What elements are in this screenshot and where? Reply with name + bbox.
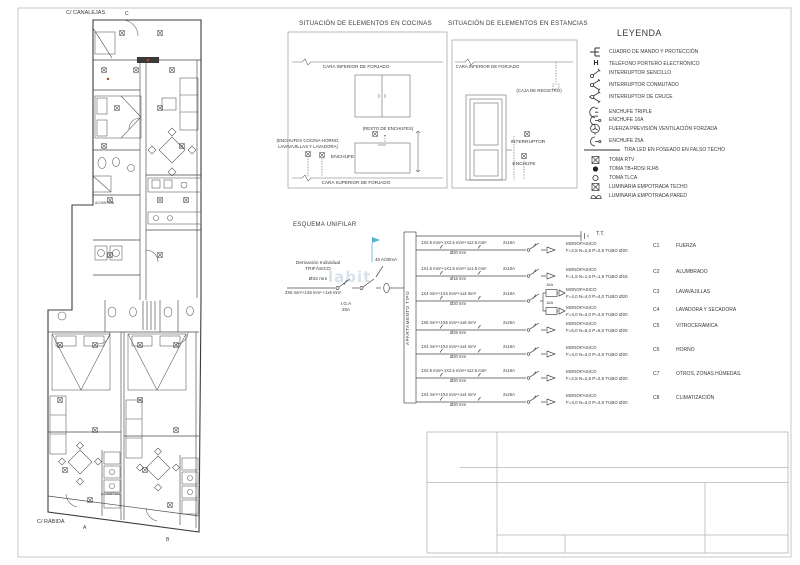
legend-item-toma-tb: TOMA TB+RDSI RJ45 [585,163,659,174]
circuit-name: LAVAVAJILLAS [676,289,711,295]
legend-item-enchufe-25a: ENCHUFE 25A [585,135,643,146]
circuit-code: C5 [653,323,660,329]
fuse-label-1: 16A [546,282,554,287]
circuit-phase: MONOFASICO [566,393,597,398]
row-tube: Ø20 mm [449,250,467,255]
estancias-panel-title: SITUACIÓN DE ELEMENTOS EN ESTANCIAS [448,20,588,27]
circuit-name: OTROS, ZONAS HÚMEDAS. [676,371,742,377]
circuit-code: C6 [653,347,660,353]
legend-title: LEYENDA [617,28,662,38]
kitchen-enchufe: ENCHUFE [331,155,355,160]
circuit-phase: MONOFASICO [566,305,597,310]
differential-rating: 40 A/30mA [375,257,398,262]
legend-item-tira-led: TIRA LED EN FOSEADO EN FALSO TECHO [582,144,725,155]
circuit-code: C8 [653,395,660,401]
estancias-interruptor: INTERRUPTOR [510,140,546,145]
estancias-enchufe: ENCHUFE [512,162,536,167]
row-wire: 1X4 mm²+1X4 mm²+1x4 mm² [421,291,477,296]
floor-plan-partitions [48,28,201,528]
derivacion-line-2: TRIFÁSICO [305,267,331,272]
street-label-bottom: C/ RÁBIDA [37,519,65,525]
row-breaker: 2x16A [503,240,515,245]
circuit-name: FUERZA [676,243,696,249]
feeder-wires: 3X6 mm²+1X6 mm² +1x6 mm² [285,290,342,295]
circuit-phase: MONOFASICO [566,369,597,374]
estancias-cara-inferior: CARA INFERIOR DE FORJADO [455,64,520,69]
section-mark-b: B [166,537,170,543]
switch-cross-icon [585,90,607,104]
intercom-icon: H [593,60,599,67]
circuit-spec: F=4,0 N=4,0 P=4,0 TUBO Ø20 [566,352,628,357]
legend-item-int-sencillo: INTERRUPTOR SENCILLO [585,67,671,78]
wall-light-icon [585,189,607,203]
circuit-name: VITROCERÁMICA [676,323,718,329]
row-tube: Ø20 mm [449,354,467,359]
row-wire: 1X4 mm²+1X4 mm²+1x4 mm² [421,344,477,349]
iga-rating: 25A [341,307,350,312]
legend-item-lum-techo: LUMINARIA EMPOTRADA TECHO [585,181,688,192]
row-breaker: 2x25A [503,320,515,325]
row-wire: 1X1.5 mm²+1X1.5 mm²+1x1.5 mm² [421,266,487,271]
circuit-code: C1 [653,243,660,249]
legend-item-toma-rtv: TOMA RTV [585,154,634,165]
row-wire: 1X4 mm²+1X4 mm²+1x4 mm² [421,392,477,397]
row-breaker: 2x16A [503,344,515,349]
legend-item-cuadro: CUADRO DE MANDO Y PROTECCIÓN [585,46,698,57]
circuit-phase: MONOFASICO [566,345,597,350]
row-breaker: 2x16A [503,291,515,296]
panel-vertical-label: APARTAMENTO TIPO [405,290,410,345]
acometida-label-1: ACOMETIDA [95,201,114,205]
legend-item-enchufe-triple: ENCHUFE TRIPLE [585,106,652,117]
row-wire: 1X2.5 mm²+1X2.5 mm²+1x2.5 mm² [421,368,487,373]
row-breaker: 2x25A [503,392,515,397]
circuit-name: ALUMBRADO [676,269,708,275]
row-tube: Ø20 mm [449,402,467,407]
entry-door-mark: C [125,11,129,17]
row-breaker: 2x16A [503,368,515,373]
kitchen-enchufes-grupo-2: LAVAVAJILLAS Y LAVADORA) [278,144,338,149]
kitchen-enchufes-grupo-1: (ENCHUFES COCINA-HORNO, [276,138,340,143]
earth-label: T.T. [596,231,605,237]
row-tube: Ø25 mm [449,330,467,335]
circuit-spec: F=4,0 N=4,0 P=4,0 TUBO Ø20 [566,294,628,299]
circuit-phase: MONOFASICO [566,321,597,326]
kitchen-cara-superior: CARA SUPERIOR DE FORJADO [321,180,391,185]
circuit-phase: MONOFASICO [566,287,597,292]
watermark: labit [328,268,372,286]
row-breaker: 2x10A [503,266,515,271]
unifilar-title: ESQUEMA UNIFILAR [293,222,357,228]
legend-item-vent-forzada: FUERZA PREVISIÓN VENTILACIÓN FORZADA [585,123,717,134]
circuit-name: CLIMATIZACIÓN [676,395,715,401]
circuit-name: LAVADORA Y SECADORA [676,307,737,313]
legend-item-int-conmutado: INTERRUPTOR CONMUTADO [585,79,679,90]
row-wire: 1X2.5 mm²+1X2.5 mm²+1x2.5 mm² [421,240,487,245]
street-label-top: C/ CANALEJAS [66,10,106,16]
panel-icon [585,45,607,59]
legend-item-enchufe-16a: ENCHUFE 16A [585,114,643,125]
circuit-spec: F=2,5 N=2,5 P=2,5 TUBO Ø20 [566,376,628,381]
iga-label: I.G.A [340,301,352,306]
circuit-code: C7 [653,371,660,377]
fuse-label-2: 16A [546,300,554,305]
circuit-name: HORNO [676,347,695,353]
legend-item-lum-pared: LUMINARIA EMPOTRADA PARED [585,190,687,201]
row-tube: Ø20 mm [449,301,467,306]
circuit-phase: MONOFASICO [566,267,597,272]
legend-item-portero: H TELÉFONO PORTERO ELECTRÓNICO [585,58,699,69]
legend-item-toma-tlca: TOMA TLCA [585,172,637,183]
kitchen-resto-enchufes: (RESTO DE ENCHUFES) [362,126,414,131]
circuit-spec: F=4,0 N=4,0 P=4,0 TUBO Ø20 [566,312,628,317]
feeder-tube: Ø32 mm [308,277,328,282]
circuit-spec: F=2,5 N=2,5 P=2,5 TUBO Ø20 [566,248,628,253]
title-block-linework [427,432,788,553]
row-tube: Ø20 mm [449,378,467,383]
floor-plan-walls [48,20,201,532]
floor-plan-doors [66,20,188,521]
circuit-spec: F=1,5 N=1,5 P=1,5 TUBO Ø16 [566,274,628,279]
kitchen-detail-linework [288,32,447,188]
circuit-spec: F=6,0 N=6,0 P=6,0 TUBO Ø25 [566,328,628,333]
acometida-label-2: ACOMETIDA [101,492,120,496]
row-tube: Ø16 mm [449,276,467,281]
kitchen-panel-title: SITUACIÓN DE ELEMENTOS EN COCINAS [299,20,432,27]
circuit-phase: MONOFASICO [566,241,597,246]
legend-item-int-cruce: INTERRUPTOR DE CRUCE [585,91,673,102]
row-wire: 1X6 mm²+1X6 mm²+1x6 mm² [421,320,477,325]
section-mark-a: A [83,525,87,531]
estancias-caja-registro: (CAJA DE REGISTRO) [516,88,562,93]
derivacion-line-1: Derivación Individual [295,261,341,266]
floor-plan-fixtures-accents [107,57,159,80]
circuit-code: C2 [653,269,660,275]
circuit-code: C3 [653,289,660,295]
floor-plan-furniture [50,32,201,514]
circuit-code: C4 [653,307,660,313]
circuit-spec: F=4,0 N=4,0 P=4,0 TUBO Ø20 [566,400,628,405]
kitchen-cara-inferior: CARA INFERIOR DE FORJADO [322,64,390,69]
